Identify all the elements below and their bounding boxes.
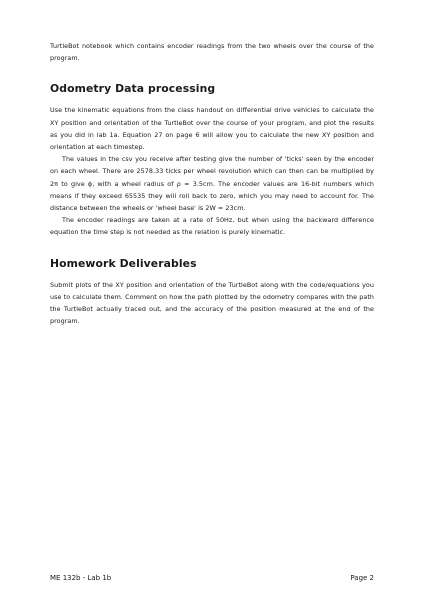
- footer-course-label: ME 132b - Lab 1b: [50, 574, 112, 582]
- page-content: [50, 40, 374, 327]
- intro-paragraph: TurtleBot notebook which contains encoder readings from the two wheels over the course of the program.: [50, 42, 374, 63]
- section-heading-deliverables: Homework Deliverables: [50, 256, 197, 270]
- footer-page-number: Page 2: [350, 574, 374, 582]
- deliverables-paragraph: Submit plots of the XY position and orientation of the TurtleBot along with the code/equations you use to calculate them. Comment on how the path plotted by the odometry compares with the path the TurtleBot actually traced out, and the accuracy of the position measured at the end of the program.: [50, 280, 374, 326]
- section-heading-odometry: Odometry Data processing: [50, 82, 216, 96]
- odometry-paragraph-2: The values in the csv you receive after testing give the number of 'ticks' seen by the encoder on each wheel. There are 2578.33 ticks per wheel revolution which can then can be multiplied by 2π to give ϕ, with a wheel radius of ρ = 3.5cm. The encoder values are 16-bit numbers which means if they exceed 65535 they will roll back to zero, which you may need to account for. The distance between the wheels or 'wheel base' is 2W = 23cm.: [50, 155, 374, 213]
- odometry-paragraph-1: Use the kinematic equations from the class handout on differential drive vehicles to calculate the XY position and orientation of the TurtleBot over the course of your program, and plot the results as you did in lab 1a. Equation 27 on page 6 will allow you to calculate the new XY position and orientation at each timestep.: [50, 106, 374, 152]
- odometry-paragraph-3: The encoder readings are taken at a rate of 50Hz, but when using the backward difference equation the time step is not needed as the relation is purely kinematic.: [50, 216, 374, 237]
